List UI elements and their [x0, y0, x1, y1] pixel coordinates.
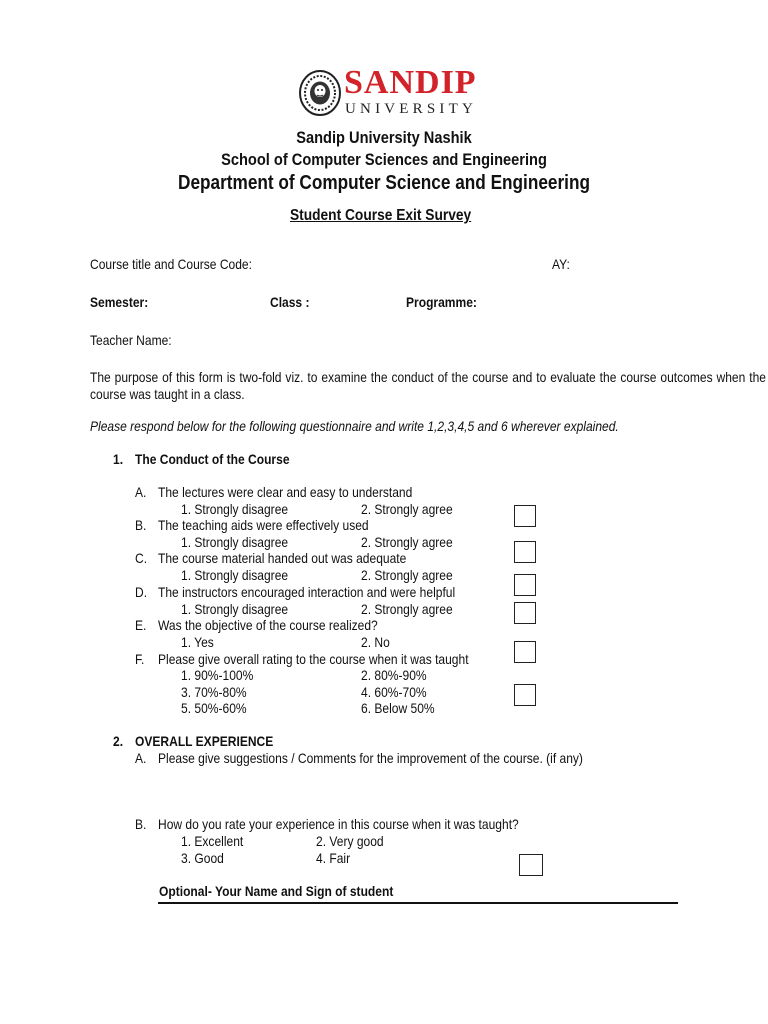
answer-box-a[interactable]	[514, 505, 536, 527]
teacher-name-label: Teacher Name:	[90, 332, 172, 348]
signature-line	[158, 902, 678, 904]
answer-box-f[interactable]	[514, 684, 536, 706]
item-c-option1: 1. Strongly disagree	[181, 567, 289, 583]
item-d-option1: 1. Strongly disagree	[181, 601, 289, 617]
section2-b-letter: B.	[135, 816, 147, 832]
item-e-option1: 1. Yes	[181, 634, 214, 650]
department-name: Department of Computer Science and Engineering	[178, 172, 590, 194]
item-a-option1: 1. Strongly disagree	[181, 501, 289, 517]
answer-box-experience[interactable]	[519, 854, 543, 876]
item-c-option2: 2. Strongly agree	[361, 567, 453, 583]
experience-option3: 3. Good	[181, 850, 224, 866]
section1-number: 1.	[113, 451, 124, 467]
section2-a-letter: A.	[135, 750, 147, 766]
experience-option1: 1. Excellent	[181, 833, 244, 849]
section2-number: 2.	[113, 733, 124, 749]
section2-b-question: How do you rate your experience in this course when it was taught?	[158, 816, 519, 832]
instruction-text: Please respond below for the following questionnaire and write 1,2,3,4,5 and 6 wherever explained.	[90, 418, 619, 434]
experience-option4: 4. Fair	[316, 850, 351, 866]
experience-option2: 2. Very good	[316, 833, 384, 849]
course-title-label: Course title and Course Code:	[90, 256, 252, 272]
class-label: Class :	[270, 294, 310, 310]
item-f-option6: 6. Below 50%	[361, 700, 435, 716]
ay-label: AY:	[552, 256, 570, 272]
section2-a-question: Please give suggestions / Comments for the improvement of the course. (if any)	[158, 750, 583, 766]
item-f-option5: 5. 50%-60%	[181, 700, 247, 716]
item-e-letter: E.	[135, 617, 147, 633]
item-c-letter: C.	[135, 550, 148, 566]
item-f-letter: F.	[135, 651, 145, 667]
item-e-question: Was the objective of the course realized?	[158, 617, 378, 633]
item-f-option2: 2. 80%-90%	[361, 667, 427, 683]
university-name: Sandip University Nashik	[296, 128, 472, 147]
section2-title: OVERALL EXPERIENCE	[135, 733, 274, 749]
item-a-question: The lectures were clear and easy to understand	[158, 484, 413, 500]
item-d-question: The instructors encouraged interaction and were helpful	[158, 584, 456, 600]
logo-subtitle: UNIVERSITY	[345, 101, 477, 117]
item-f-option4: 4. 60%-70%	[361, 684, 427, 700]
answer-box-d[interactable]	[514, 602, 536, 624]
item-c-question: The course material handed out was adequate	[158, 550, 407, 566]
answer-box-e[interactable]	[514, 641, 536, 663]
programme-label: Programme:	[406, 294, 477, 310]
item-b-letter: B.	[135, 517, 147, 533]
item-d-option2: 2. Strongly agree	[361, 601, 453, 617]
logo-wordmark: SANDIP	[344, 64, 477, 101]
item-b-question: The teaching aids were effectively used	[158, 517, 369, 533]
item-f-option3: 3. 70%-80%	[181, 684, 247, 700]
section1-title: The Conduct of the Course	[135, 451, 290, 467]
item-b-option1: 1. Strongly disagree	[181, 534, 289, 550]
optional-signature-label: Optional- Your Name and Sign of student	[159, 883, 394, 899]
answer-box-b[interactable]	[514, 541, 536, 563]
page-title: Student Course Exit Survey	[289, 207, 472, 224]
answer-box-c[interactable]	[514, 574, 536, 596]
item-b-option2: 2. Strongly agree	[361, 534, 453, 550]
item-a-letter: A.	[135, 484, 147, 500]
item-a-option2: 2. Strongly agree	[361, 501, 453, 517]
lion-emblem-icon	[299, 69, 341, 117]
semester-label: Semester:	[90, 294, 149, 310]
item-d-letter: D.	[135, 584, 148, 600]
item-f-option1: 1. 90%-100%	[181, 667, 254, 683]
item-f-question: Please give overall rating to the course when it was taught	[158, 651, 469, 667]
intro-paragraph: The purpose of this form is two-fold viz. to examine the conduct of the course and to evaluate the course outcomes when the course was taught in a class.	[90, 369, 766, 402]
item-e-option2: 2. No	[361, 634, 390, 650]
school-name: School of Computer Sciences and Engineering	[221, 150, 547, 169]
